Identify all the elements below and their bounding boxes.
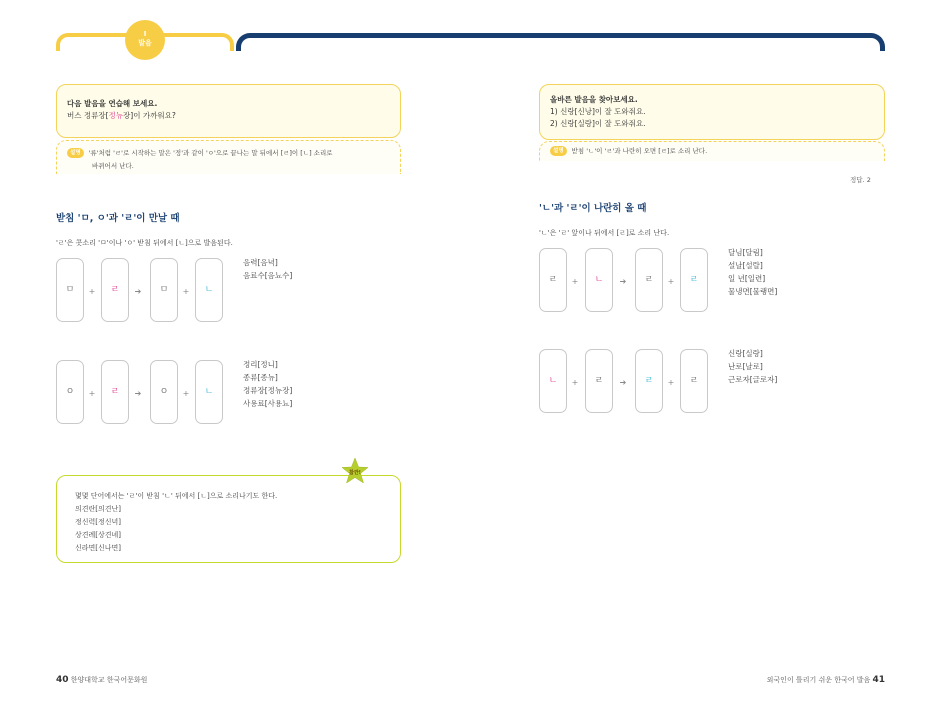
plus-sign: + xyxy=(88,287,96,296)
tip-badge: 설명 xyxy=(550,146,567,156)
arrow-icon: ➔ xyxy=(619,378,627,387)
letter-card: ㄹ xyxy=(585,349,613,413)
chapter-label: 발음 xyxy=(138,39,152,47)
plus-sign: + xyxy=(667,277,675,286)
letter-card: ㄹ xyxy=(101,258,129,322)
example-word: 일 년[일련] xyxy=(728,274,766,283)
arrow-icon: ➔ xyxy=(134,287,142,296)
answer-text: 정답. 2 xyxy=(850,176,871,184)
left-section-title: 받침 'ㅁ, ㅇ'과 'ㄹ'이 만날 때 xyxy=(56,213,180,224)
example-word: 신랑[실랑] xyxy=(728,349,763,358)
chapter-number: Ⅰ xyxy=(143,30,147,38)
right-exercise-box xyxy=(539,84,885,140)
option-1: 1) 신랑[신낭]이 잘 도와줘요. xyxy=(550,107,646,116)
letter-card: ㄹ xyxy=(635,349,663,413)
left-section-desc: 'ㄹ'은 콧소리 'ㅁ'이나 'ㅇ' 받침 뒤에서 [ㄴ]으로 발음된다. xyxy=(56,239,233,247)
example-word: 사용료[사용뇨] xyxy=(243,399,293,408)
tip-line-2: 바뀌어서 난다. xyxy=(92,162,134,170)
footer-right-text: 외국인이 틀리기 쉬운 한국어 발음 xyxy=(766,676,871,684)
example-word: 설날[설랄] xyxy=(728,261,763,270)
page-number-right: 41 xyxy=(872,675,885,685)
right-row1-examples xyxy=(728,246,777,298)
letter-card: ㅇ xyxy=(56,360,84,424)
plus-sign: + xyxy=(88,389,96,398)
note-example: 정신력[정신녁] xyxy=(75,518,122,526)
left-tip xyxy=(56,140,401,174)
footer-left-text: 한양대학교 한국어문화원 xyxy=(70,676,148,684)
chapter-badge xyxy=(125,20,165,60)
letter-card: ㅁ xyxy=(150,258,178,322)
arrow-icon: ➔ xyxy=(134,389,142,398)
letter-card: ㄹ xyxy=(539,248,567,312)
arrow-icon: ➔ xyxy=(619,277,627,286)
plus-sign: + xyxy=(182,389,190,398)
plus-sign: + xyxy=(182,287,190,296)
right-section-desc: 'ㄴ'은 'ㄹ' 앞이나 뒤에서 [ㄹ]로 소리 난다. xyxy=(539,229,670,237)
note-box xyxy=(56,475,401,563)
note-example: 의견란[의견난] xyxy=(75,505,122,513)
left-row2-examples xyxy=(243,358,292,410)
letter-card: ㄹ xyxy=(101,360,129,424)
footer-right xyxy=(767,675,885,685)
page-number-left: 40 xyxy=(56,675,69,685)
letter-card: ㄴ xyxy=(539,349,567,413)
letter-card: ㄴ xyxy=(195,360,223,424)
right-row2-examples xyxy=(728,347,777,386)
note-example: 상견례[상견녜] xyxy=(75,531,122,539)
left-exercise-box xyxy=(56,84,401,138)
example-word: 물냉면[물랭면] xyxy=(728,287,778,296)
plus-sign: + xyxy=(571,378,579,387)
left-row1-examples xyxy=(243,256,292,282)
letter-card: ㄹ xyxy=(680,248,708,312)
option-2: 2) 신랑[실랑]이 잘 도와줘요. xyxy=(550,119,646,128)
example-word: 음력[음녁] xyxy=(243,258,278,267)
note-badge-label: 참깐! xyxy=(349,470,361,476)
right-section-title: 'ㄴ'과 'ㄹ'이 나란히 올 때 xyxy=(539,203,647,214)
plus-sign: + xyxy=(571,277,579,286)
letter-card: ㅁ xyxy=(56,258,84,322)
right-instruction: 올바른 발음을 찾아보세요. xyxy=(550,95,638,104)
note-text: 몇몇 단어에서는 'ㄹ'이 받침 'ㄴ' 뒤에서 [ㄴ]으로 소리나기도 한다. xyxy=(75,492,278,500)
letter-card: ㄹ xyxy=(680,349,708,413)
example-word: 근로자[글로자] xyxy=(728,375,778,384)
tip-text: 받침 'ㄴ'이 'ㄹ'과 나란히 오면 [ㄹ]로 소리 난다. xyxy=(571,147,708,155)
example-word: 난로[날로] xyxy=(728,362,763,371)
sentence-highlight: 정뉴 xyxy=(108,111,124,120)
example-word: 종류[종뉴] xyxy=(243,373,278,382)
example-word: 정류장[정뉴장] xyxy=(243,386,293,395)
left-instruction: 다음 발음을 연습해 보세요. xyxy=(67,99,158,108)
example-word: 달님[달림] xyxy=(728,248,763,257)
letter-card: ㄹ xyxy=(635,248,663,312)
left-sentence: 버스 정류장[정뉴장]이 가까워요? xyxy=(67,111,176,120)
plus-sign: + xyxy=(667,378,675,387)
header-tab-right xyxy=(236,33,885,51)
letter-card: ㄴ xyxy=(585,248,613,312)
right-tip xyxy=(539,141,885,161)
example-word: 음료수[음뇨수] xyxy=(243,271,293,280)
note-example: 신라면[신나면] xyxy=(75,544,122,552)
tip-line-1: '류'처럼 'ㄹ'로 시작하는 말은 '정'과 같이 'ㅇ'으로 끝나는 말 뒤에서 [ㄹ]이 [ㄴ] 소리로 xyxy=(88,149,333,157)
example-word: 정리[정니] xyxy=(243,360,278,369)
letter-card: ㅇ xyxy=(150,360,178,424)
tip-badge: 설명 xyxy=(67,148,84,158)
letter-card: ㄴ xyxy=(195,258,223,322)
footer-left xyxy=(56,675,147,685)
